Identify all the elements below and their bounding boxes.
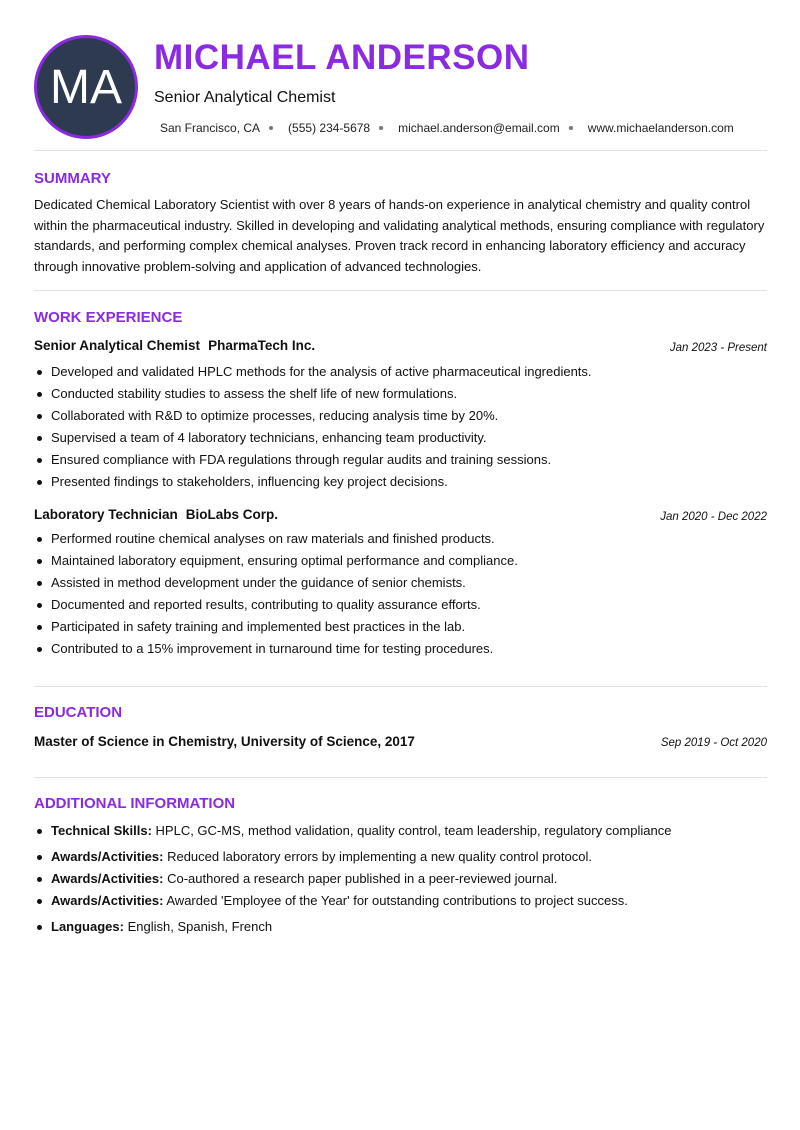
list-item: Contributed to a 15% improvement in turnaround time for testing procedures. xyxy=(34,638,769,660)
list-item: Documented and reported results, contributing to quality assurance efforts. xyxy=(34,594,769,616)
job-company: PharmaTech Inc. xyxy=(208,338,316,353)
info-text: HPLC, GC-MS, method validation, quality control, team leadership, regulatory compliance xyxy=(151,823,672,838)
list-item: Performed routine chemical analyses on raw materials and finished products. xyxy=(34,528,769,550)
list-item: Supervised a team of 4 laboratory technicians, enhancing team productivity. xyxy=(34,427,769,449)
list-item: Developed and validated HPLC methods for the analysis of active pharmaceutical ingredients. xyxy=(34,361,769,383)
candidate-name: MICHAEL ANDERSON xyxy=(154,38,530,77)
job-role: Senior Analytical Chemist xyxy=(34,338,201,353)
divider xyxy=(34,686,767,687)
info-text: Co-authored a research paper published in a peer-reviewed journal. xyxy=(163,871,558,886)
divider xyxy=(34,150,767,151)
list-item xyxy=(34,820,769,842)
info-text: English, Spanish, French xyxy=(123,919,273,934)
job-company: BioLabs Corp. xyxy=(185,507,279,522)
education-degree: Master of Science in Chemistry, University of Science, 2017 xyxy=(34,734,415,749)
list-item: Assisted in method development under the guidance of senior chemists. xyxy=(34,572,769,594)
bullet-separator-icon xyxy=(379,126,383,130)
list-item: Maintained laboratory equipment, ensuring optimal performance and compliance. xyxy=(34,550,769,572)
job-title xyxy=(34,506,278,524)
job-bullets xyxy=(34,361,769,493)
info-label: Technical Skills: xyxy=(51,823,152,838)
education-dates: Sep 2019 - Oct 2020 xyxy=(660,737,767,749)
list-item: Presented findings to stakeholders, influencing key project decisions. xyxy=(34,471,769,493)
avatar-initials: MA xyxy=(50,60,122,114)
contact-email[interactable]: michael.anderson@email.com xyxy=(398,121,560,135)
list-item xyxy=(34,846,769,868)
job-bullets xyxy=(34,528,769,660)
education-heading: EDUCATION xyxy=(34,704,123,721)
job-role: Laboratory Technician xyxy=(34,507,178,522)
info-label: Awards/Activities: xyxy=(51,849,164,864)
info-text: Awarded 'Employee of the Year' for outstanding contributions to project success. xyxy=(163,893,628,908)
job-title xyxy=(34,337,315,355)
divider xyxy=(34,290,767,291)
list-item: Participated in safety training and implemented best practices in the lab. xyxy=(34,616,769,638)
candidate-headline: Senior Analytical Chemist xyxy=(154,89,336,106)
list-item: Conducted stability studies to assess the shelf life of new formulations. xyxy=(34,383,769,405)
info-text: Reduced laboratory errors by implementing a new quality control protocol. xyxy=(163,849,592,864)
job-dates: Jan 2020 - Dec 2022 xyxy=(660,511,767,523)
additional-info-heading: ADDITIONAL INFORMATION xyxy=(34,795,236,812)
summary-heading: SUMMARY xyxy=(34,170,111,187)
info-label: Awards/Activities: xyxy=(51,871,164,886)
contact-website[interactable]: www.michaelanderson.com xyxy=(587,121,734,135)
job-dates: Jan 2023 - Present xyxy=(669,342,767,354)
work-experience-heading: WORK EXPERIENCE xyxy=(34,309,183,326)
info-label: Languages: xyxy=(51,919,124,934)
contact-row xyxy=(160,120,734,136)
contact-location: San Francisco, CA xyxy=(160,121,261,135)
divider xyxy=(34,777,767,778)
bullet-separator-icon xyxy=(269,126,273,130)
list-item xyxy=(34,916,769,938)
avatar xyxy=(34,35,138,139)
bullet-separator-icon xyxy=(569,126,573,130)
list-item: Collaborated with R&D to optimize processes, reducing analysis time by 20%. xyxy=(34,405,769,427)
additional-info-list xyxy=(34,820,769,938)
list-item: Ensured compliance with FDA regulations through regular audits and training sessions. xyxy=(34,449,769,471)
contact-phone: (555) 234-5678 xyxy=(288,121,371,135)
info-label: Awards/Activities: xyxy=(51,893,164,908)
list-item xyxy=(34,868,769,890)
list-item xyxy=(34,890,769,912)
summary-text: Dedicated Chemical Laboratory Scientist with over 8 years of hands-on experience in analytical chemistry and quality control within the pharmaceutical industry. Skilled in developing and validating analytical methods, ensuring compliance with regulatory standards, and performing complex chemical analyses. Proven track record in enhancing laboratory efficiency and accuracy through innovative problem-solving and application of advanced technologies. xyxy=(34,197,765,274)
